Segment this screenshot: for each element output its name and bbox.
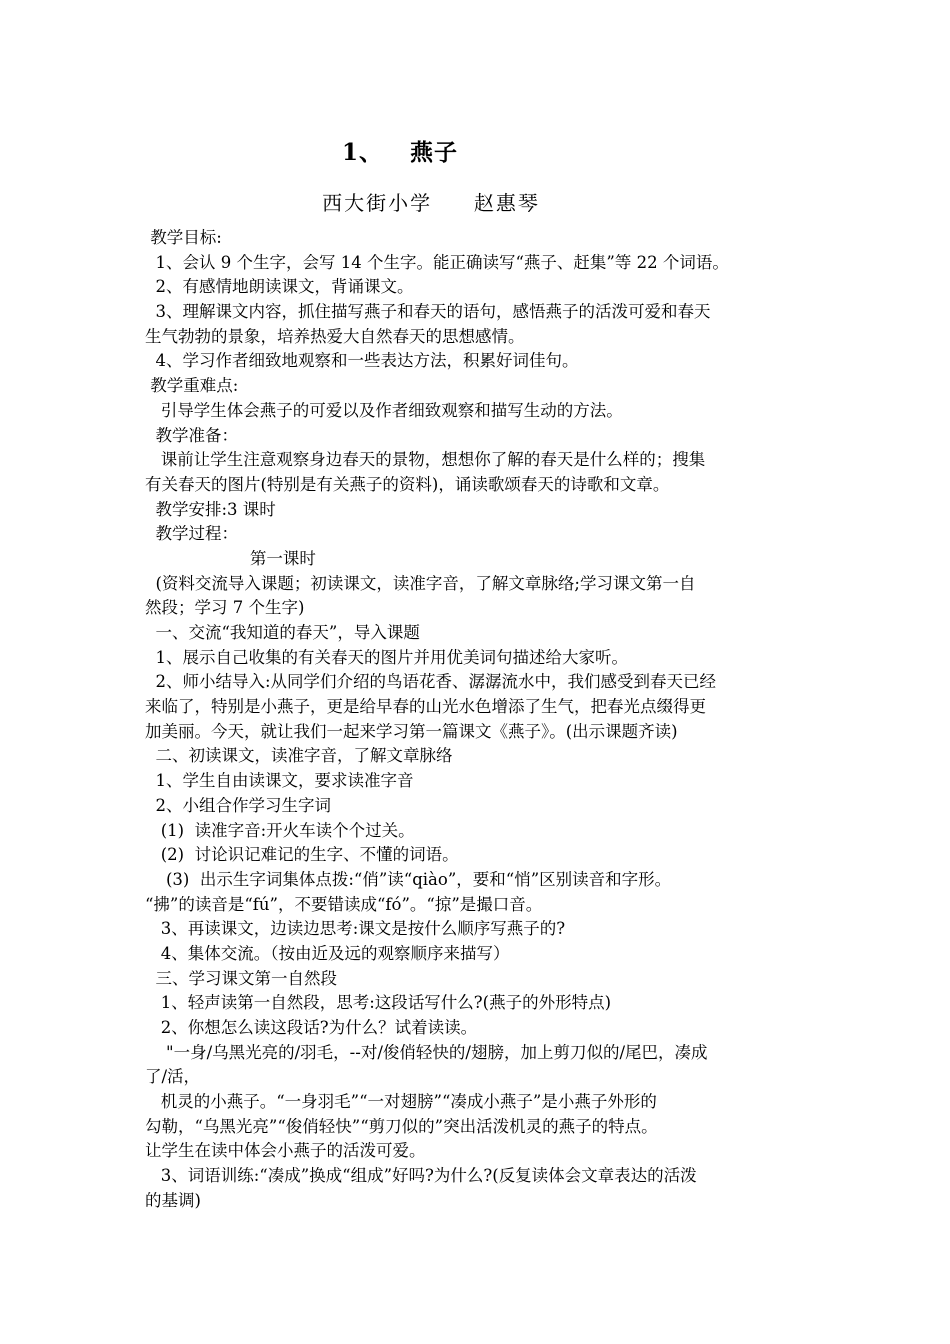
- text-line: 2、你想怎么读这段话?为什么？试着读读。: [145, 1018, 478, 1037]
- text-line: 有关春天的图片(特别是有关燕子的资料)，诵读歌颂春天的诗歌和文章。: [145, 474, 670, 494]
- text-line: (3) 出示生字词集体点拨:“俏”读“qiào”，要和“悄”区别读音和字形。: [145, 869, 672, 889]
- text-line: 3、再读课文，边读边思考:课文是按什么顺序写燕子的?: [145, 919, 566, 939]
- text-line: 1、学生自由读课文，要求读准字音: [145, 771, 414, 791]
- text-line: 勾勒，“乌黑光亮”“俊俏轻快”“剪刀似的”突出活泼机灵的燕子的特点。: [145, 1116, 658, 1136]
- text-line: “拂”的读音是“fú”，不要错读成“fó”。“掠”是撮口音。: [145, 894, 543, 914]
- text-line: 教学目标:: [145, 228, 222, 247]
- text-line: 来临了，特别是小燕子，更是给早春的山光水色增添了生气，把春光点缀得更: [145, 697, 706, 717]
- text-line: 一、交流“我知道的春天”，导入课题: [145, 623, 420, 642]
- text-line: 2、有感情地朗读课文，背诵课文。: [145, 277, 414, 297]
- text-line: 了/活，: [145, 1067, 201, 1087]
- text-line: 1、轻声读第一自然段，思考:这段话写什么?(燕子的外形特点): [145, 993, 612, 1013]
- text-line: 教学准备：: [145, 425, 238, 445]
- text-line: 加美丽。今天，就让我们一起来学习第一篇课文《燕子》。(出示课题齐读): [145, 721, 678, 741]
- text-line: 生气勃勃的景象，培养热爱大自然春天的思想感情。: [145, 326, 525, 346]
- text-line: (2) 讨论识记难记的生字、不懂的词语。: [145, 845, 459, 865]
- text-line: 1、会认 9 个生字，会写 14 个生字。能正确读写“燕子、赶集”等 22 个词语。: [145, 252, 729, 272]
- text-line: 4、集体交流。（按由近及远的观察顺序来描写）: [145, 943, 510, 963]
- text-line: (资料交流导入课题；初读课文，读准字音，了解文章脉络;学习课文第一自: [145, 573, 696, 593]
- text-line: "一身/乌黑光亮的/羽毛，--对/俊俏轻快的/翅膀，加上剪刀似的/尾巴，凑成: [145, 1042, 708, 1062]
- text-line: 3、理解课文内容，抓住描写燕子和春天的语句，感悟燕子的活泼可爱和春天: [145, 302, 711, 322]
- text-line: 教学重难点:: [145, 376, 239, 396]
- text-line: 3、词语训练:“凑成”换成“组成”好吗?为什么?(反复读体会文章表达的活泼: [145, 1166, 697, 1186]
- text-line: 1、展示自己收集的有关春天的图片并用优美词句描述给大家听。: [145, 647, 628, 667]
- lesson-body: [145, 226, 810, 1214]
- text-line: 教学安排:3 课时: [145, 499, 276, 519]
- text-line: 教学过程：: [145, 524, 238, 544]
- text-line: 引导学生体会燕子的可爱以及作者细致观察和描写生动的方法。: [145, 400, 623, 420]
- text-line: 机灵的小燕子。“一身羽毛”“一对翅膀”“凑成小燕子”是小燕子外形的: [145, 1092, 657, 1112]
- text-line: (1) 读准字音:开火车读个个过关。: [145, 820, 415, 840]
- text-line: 让学生在读中体会小燕子的活泼可爱。: [145, 1141, 426, 1161]
- text-line: 二、初读课文，读准字音，了解文章脉络: [145, 746, 453, 766]
- text-line: 然段；学习 7 个生字): [145, 598, 305, 618]
- lesson-title: 1、 燕子: [341, 139, 459, 166]
- text-line: 4、学习作者细致地观察和一些表达方法，积累好词佳句。: [145, 351, 579, 371]
- text-line: 2、小组合作学习生字词: [145, 795, 331, 815]
- text-line: 三、学习课文第一自然段: [145, 968, 337, 988]
- author-line: 西大街小学 赵惠琴: [322, 191, 540, 215]
- text-line: 课前让学生注意观察身边春天的景物，想想你了解的春天是什么样的；搜集: [145, 450, 706, 470]
- text-line: 2、师小结导入:从同学们介绍的鸟语花香、潺潺流水中，我们感受到春天已经: [145, 672, 717, 692]
- text-line: 的基调): [145, 1190, 201, 1210]
- text-line: 第一课时: [145, 548, 316, 568]
